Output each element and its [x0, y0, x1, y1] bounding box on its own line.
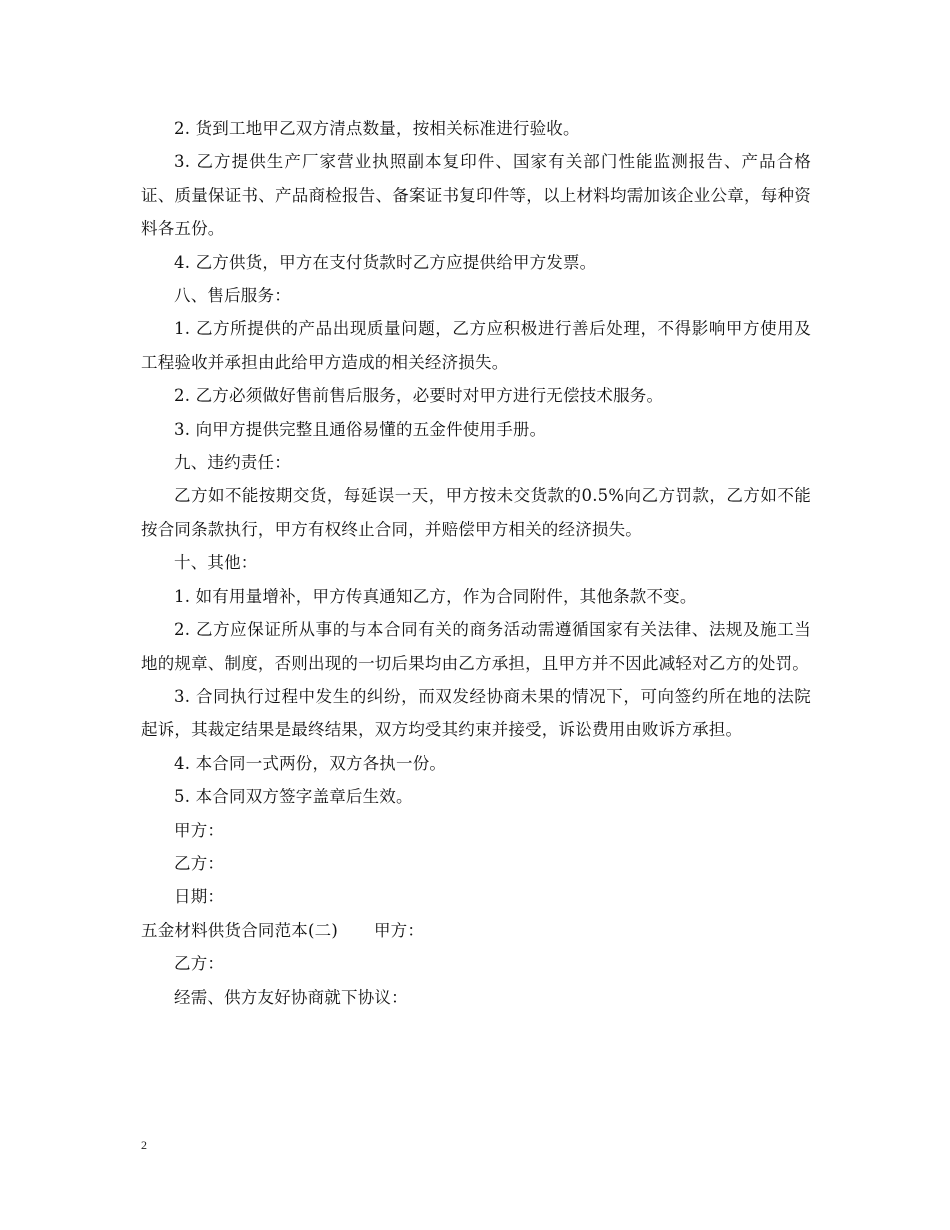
document-body	[141, 112, 811, 1014]
second-contract-title: 五金材料供货合同范本(二)	[141, 920, 338, 940]
paragraph-supplement: 1. 如有用量增补，甲方传真通知乙方，作为合同附件，其他条款不变。	[174, 586, 697, 606]
paragraph-invoice: 4. 乙方供货，甲方在支付货款时乙方应提供给甲方发票。	[174, 252, 597, 272]
paragraph-quality-issues: 1. 乙方所提供的产品出现质量问题，乙方应积极进行善后处理，不得影响甲方使用及工程验收并承担由此给甲方造成的相关经济损失。	[141, 319, 811, 372]
paragraph-compliance: 2. 乙方应保证所从事的与本合同有关的商务活动需遵循国家有关法律、法规及施工当地的规章、制度，否则出现的一切后果均由乙方承担，且甲方并不因此减轻对乙方的处罚。	[141, 620, 811, 673]
signature-party-b: 乙方：	[174, 853, 225, 873]
paragraph-service: 2. 乙方必须做好售前售后服务，必要时对甲方进行无偿技术服务。	[174, 386, 664, 406]
second-contract-party-b: 乙方：	[174, 954, 225, 974]
heading-other: 十、其他：	[174, 553, 258, 573]
paragraph-copies: 4. 本合同一式两份，双方各执一份。	[174, 753, 447, 773]
heading-breach: 九、违约责任：	[174, 453, 291, 473]
paragraph-penalty: 乙方如不能按期交货，每延误一天，甲方按未交货款的0.5%向乙方罚款，乙方如不能按合同条款执行，甲方有权终止合同，并赔偿甲方相关的经济损失。	[141, 486, 811, 539]
second-contract-party-a: 甲方：	[373, 920, 425, 940]
second-contract-intro: 经需、供方友好协商就下协议：	[174, 987, 408, 1007]
paragraph-effective: 5. 本合同双方签字盖章后生效。	[174, 787, 413, 807]
paragraph-manual: 3. 向甲方提供完整且通俗易懂的五金件使用手册。	[174, 419, 547, 439]
paragraph-delivery-check: 2. 货到工地甲乙双方清点数量，按相关标准进行验收。	[174, 119, 580, 138]
heading-after-sales: 八、售后服务：	[174, 286, 291, 306]
signature-party-a: 甲方：	[174, 820, 225, 840]
second-contract-title-line	[141, 914, 811, 947]
page-number: 2	[141, 1138, 147, 1152]
paragraph-disputes: 3. 合同执行过程中发生的纠纷，而双发经协商未果的情况下，可向签约所在地的法院起诉，其裁定结果是最终结果，双方均受其约束并接受，诉讼费用由败诉方承担。	[141, 686, 811, 740]
paragraph-supplier-documents: 3. 乙方提供生产厂家营业执照副本复印件、国家有关部门性能监测报告、产品合格证、质量保证书、产品商检报告、备案证书复印件等，以上材料均需加该企业公章，每种资料各五份。	[141, 152, 811, 239]
signature-date: 日期：	[174, 887, 225, 907]
